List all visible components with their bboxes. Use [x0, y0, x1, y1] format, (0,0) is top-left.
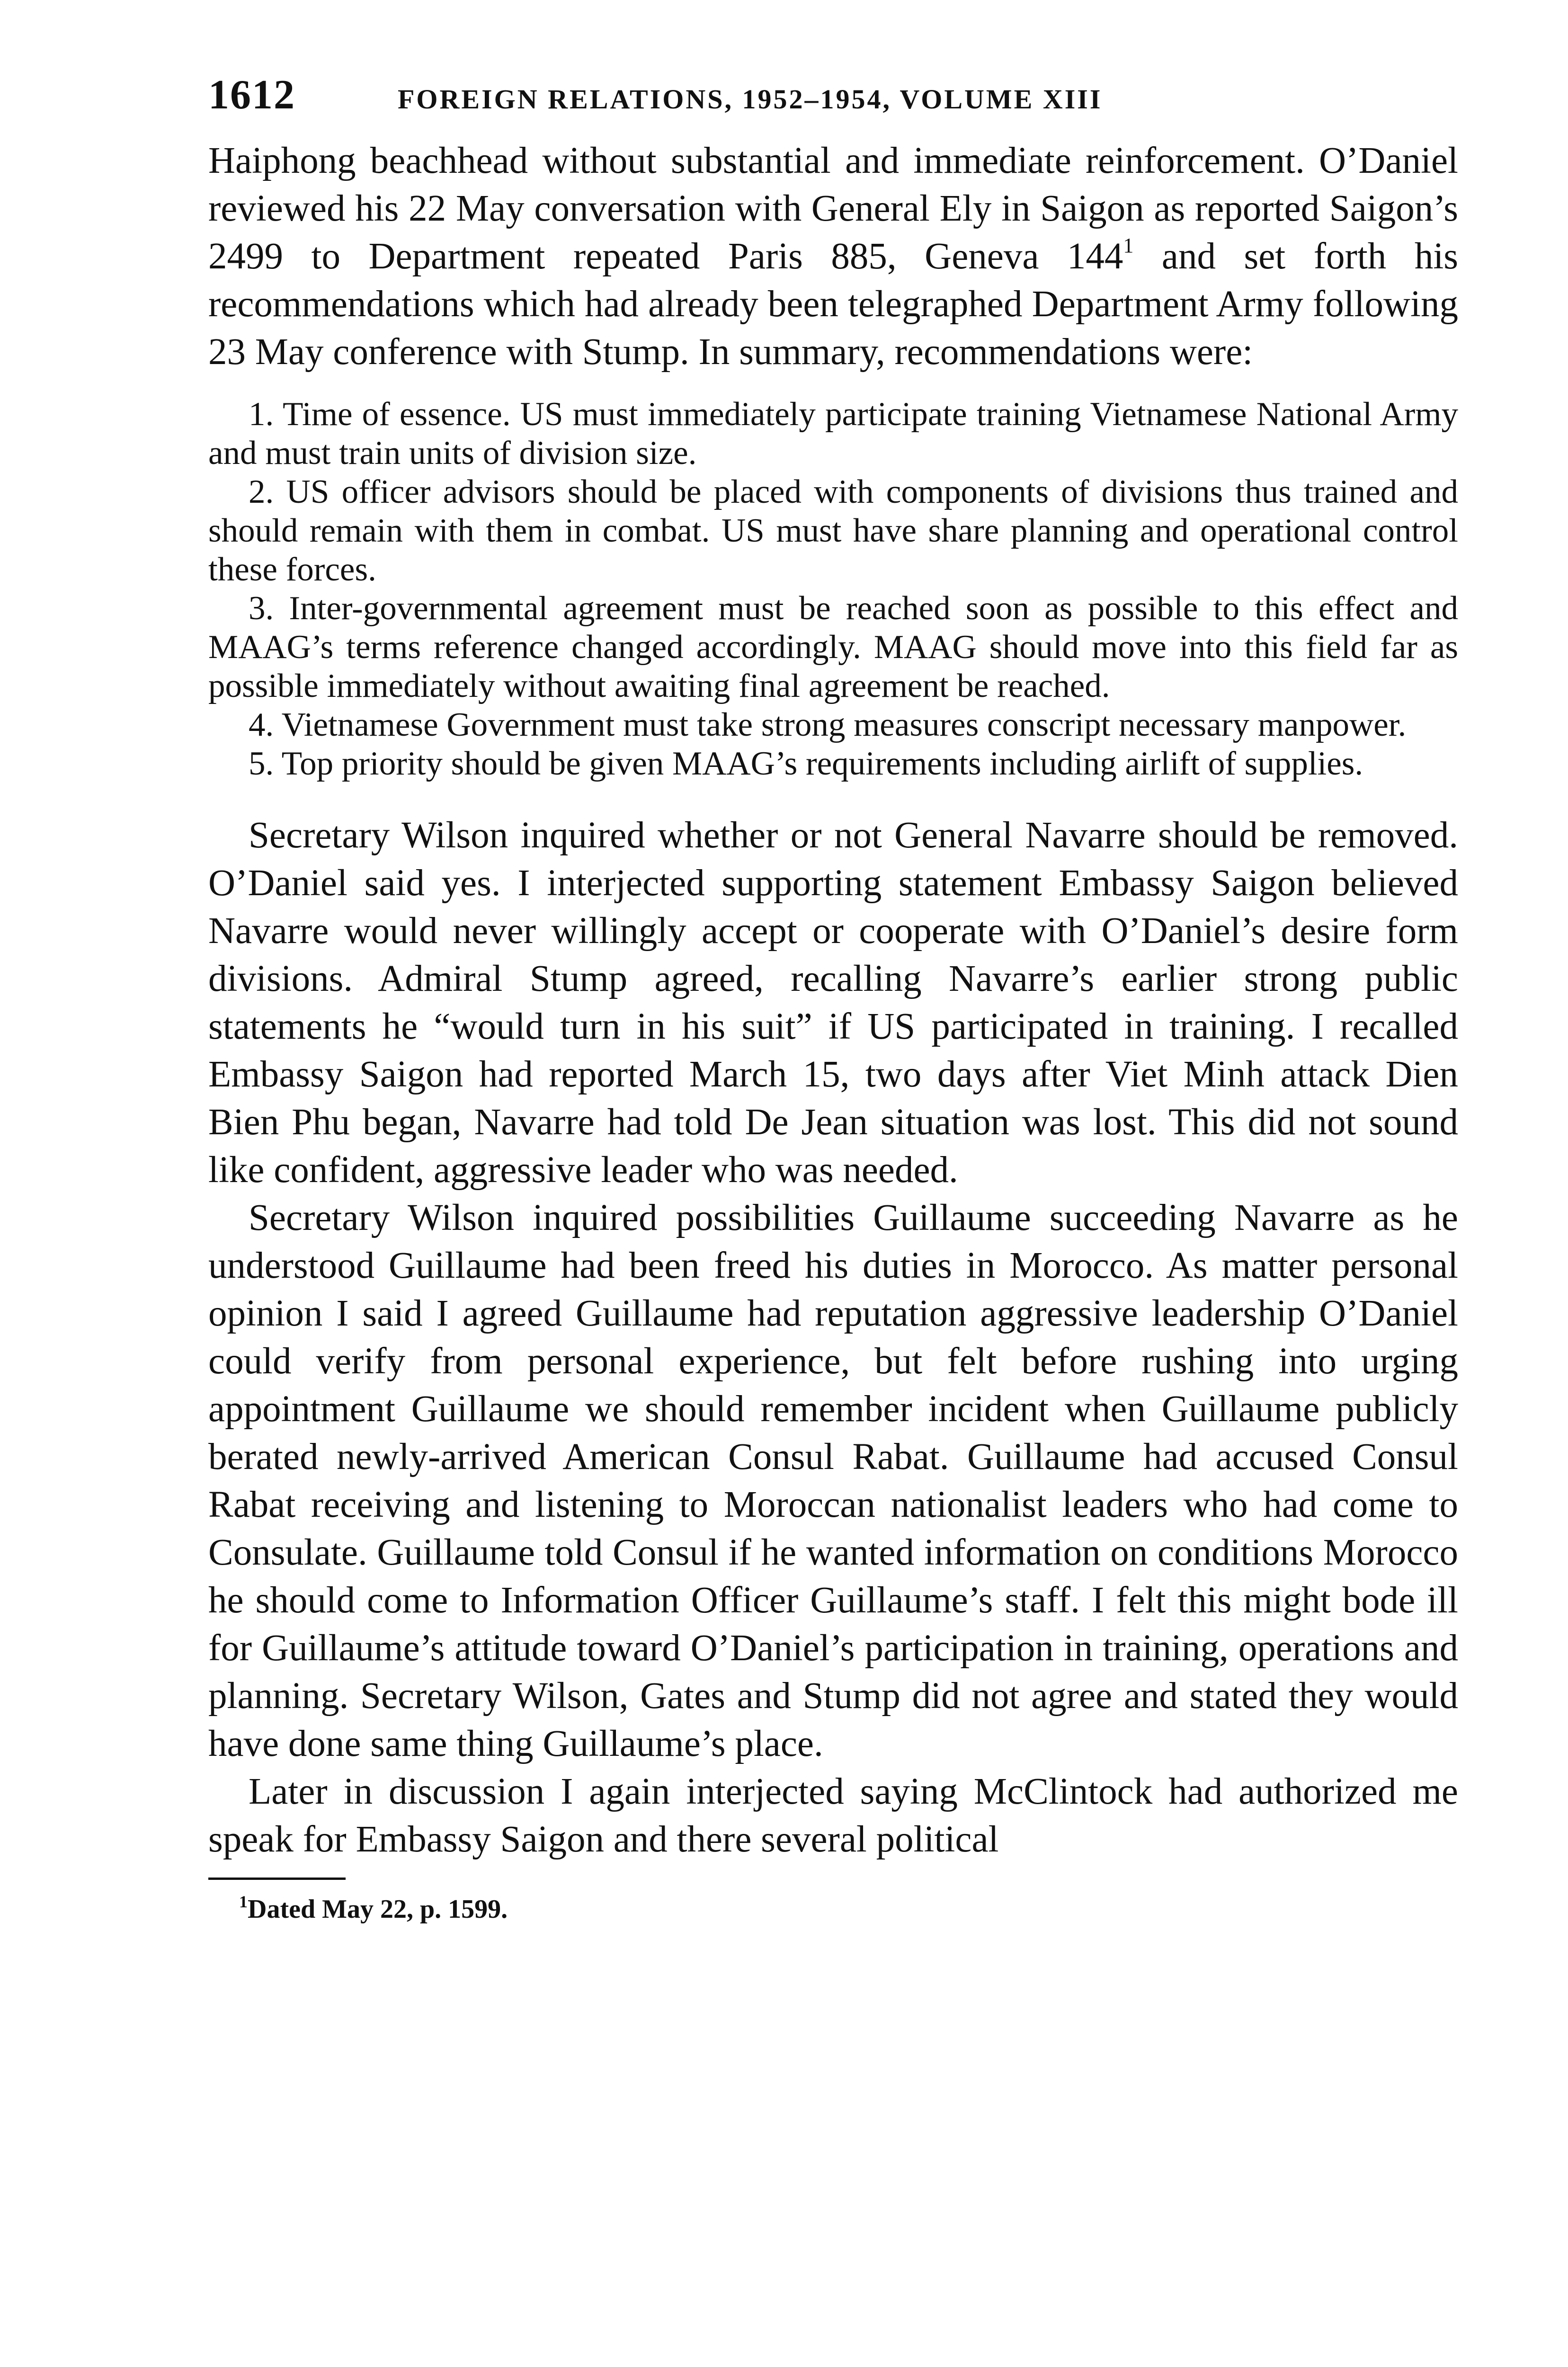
footnote-marker: 1 [239, 1892, 248, 1911]
footnote-reference: 1 [1123, 234, 1134, 257]
page-number: 1612 [208, 72, 295, 118]
body-paragraph-wilson-navarre: Secretary Wilson inquired whether or not General Navarre should be removed. O’Daniel said yes. I interjected supporting statement Embassy Saigon believed Navarre would never willingly accept or cooperate with O’Daniel’s desire form divisions. Admiral Stump agreed, recalling Navarre’s earlier strong public statements he “would turn in his suit” if US participated in training. I recalled Embassy Saigon had reported March 15, two days after Viet Minh attack Dien Bien Phu began, Navarre had told De Jean situation was lost. This did not sound like confident, aggressive leader who was needed. [208, 815, 1458, 1191]
recommendation-item: 5. Top priority should be given MAAG’s requirements including airlift of supplies. [249, 745, 1363, 782]
running-head: FOREIGN RELATIONS, 1952–1954, VOLUME XIII [398, 84, 1103, 115]
footnote-divider [208, 1878, 346, 1880]
intro-paragraph [208, 137, 1458, 376]
recommendations-list [208, 395, 1458, 783]
page-header [208, 71, 1458, 119]
body-paragraph-guillaume: Secretary Wilson inquired possibilities Guillaume succeeding Navarre as he understood Guillaume had been freed his duties in Morocco. As matter personal opinion I said I agreed Guillaume had reputation aggressive leadership O’Daniel could verify from personal experience, but felt before rushing into urging appointment Guillaume we should remember incident when Guillaume publicly berated newly-arrived American Consul Rabat. Guillaume had accused Consul Rabat receiving and listening to Moroccan nationalist leaders who had come to Consulate. Guillaume told Consul if he wanted information on conditions Morocco he should come to Information Officer Guillaume’s staff. I felt this might bode ill for Guillaume’s attitude toward O’Daniel’s participation in training, operations and planning. Secretary Wilson, Gates and Stump did not agree and stated they would have done same thing Guillaume’s place. [208, 1197, 1458, 1764]
recommendation-item: 2. US officer advisors should be placed with components of divisions thus trained and should remain with them in combat. US must have share planning and operational control these forces. [208, 473, 1458, 588]
recommendation-item: 1. Time of essence. US must immediately participate training Vietnamese National Army and must train units of division size. [208, 396, 1458, 472]
footnote [208, 1894, 1458, 1924]
recommendation-item: 3. Inter-governmental agreement must be reached soon as possible to this effect and MAAG’s terms reference changed accordingly. MAAG should move into this field far as possible immediately without awaiting final agreement be reached. [208, 590, 1458, 704]
intro-text-part-2: and set forth his recommendations which had already been telegraphed Department Army following 23 May conference with Stump. In summary, recommendations were: [208, 236, 1459, 373]
recommendation-item: 4. Vietnamese Government must take strong measures conscript necessary manpower. [249, 706, 1407, 743]
document-page [208, 71, 1458, 1924]
intro-text-part-1: Haiphong beachhead without substantial and immediate reinforcement. O’Daniel reviewed his 22 May conversation with General Ely in Saigon as reported Saigon’s 2499 to Department repeated Paris 885, Geneva 144 [208, 140, 1458, 277]
body-paragraph-mcclintock: Later in discussion I again interjected saying McClintock had authorized me speak for Embassy Saigon and there several political [208, 1771, 1458, 1860]
footnote-text: Dated May 22, p. 1599. [248, 1895, 508, 1924]
